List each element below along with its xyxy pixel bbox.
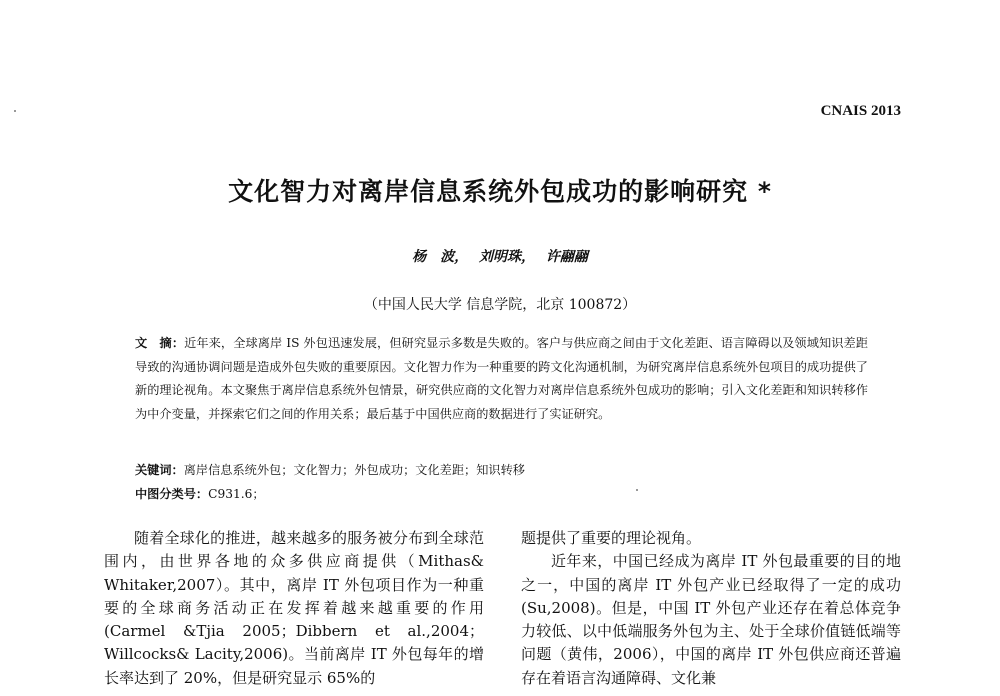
body-right-column — [521, 527, 901, 690]
abstract — [135, 332, 868, 426]
paper-title: 文化智力对离岸信息系统外包成功的影响研究 * — [228, 177, 772, 206]
abstract-label: 文 摘： — [135, 336, 185, 350]
affiliation: （中国人民大学 信息学院，北京 100872） — [363, 297, 637, 313]
body-right-paragraph: 近年来，中国已经成为离岸 IT 外包最重要的目的地之一，中国的离岸 IT 外包产业已经取得了一定的成功(Su,2008)。但是，中国 IT 外包产业还存在着总体竞争力较低、以中低端服务外包为主、处于全球价值链低端等问题（黄伟，2006），中国的离岸 IT 外包供应商还普遍存在着语言沟通障碍、文化兼 — [521, 552, 901, 687]
body-continuation-line: 题提供了重要的理论视角。 — [521, 529, 702, 547]
abstract-text: 近年来，全球离岸 IS 外包迅速发展，但研究显示多数是失败的。客户与供应商之间由于文化差距、语言障碍以及领域知识差距导致的沟通协调问题是造成外包失败的重要原因。文化智力作为一种重要的跨文化沟通机制，为研究离岸信息系统外包项目的成功提供了新的理论视角。本文聚焦于离岸信息系统外包情景，研究供应商的文化智力对离岸信息系统外包成功的影响；引入文化差距和知识转移作为中介变量，并探索它们之间的作用关系；最后基于中国供应商的数据进行了实证研究。 — [135, 336, 868, 421]
classification-code: C931.6； — [208, 487, 265, 501]
keywords-line — [135, 461, 525, 478]
classification-label: 中图分类号： — [135, 487, 209, 501]
keywords-label: 关键词： — [135, 463, 184, 477]
scan-speck — [636, 489, 638, 491]
scan-speck — [14, 110, 16, 112]
classification-line — [135, 485, 265, 502]
keywords-text: 离岸信息系统外包；文化智力；外包成功；文化差距；知识转移 — [183, 463, 525, 477]
conference-tag: CNAIS 2013 — [820, 103, 901, 119]
author-list: 杨 波， 刘明珠， 许翮翮 — [412, 249, 588, 265]
body-left-column: 随着全球化的推进，越来越多的服务被分布到全球范围内，由世界各地的众多供应商提供（Mithas& Whitaker,2007）。其中，离岸 IT 外包项目作为一种重要的全球商务活动正在发挥着越来越重要的作用 (Carmel &Tjia 2005；Dibbern et al.,2004；Willcocks& Lacity,2006)。当前离岸 IT 外包每年的增长率达到了 20%，但是研究显示 65%的 — [104, 529, 484, 687]
